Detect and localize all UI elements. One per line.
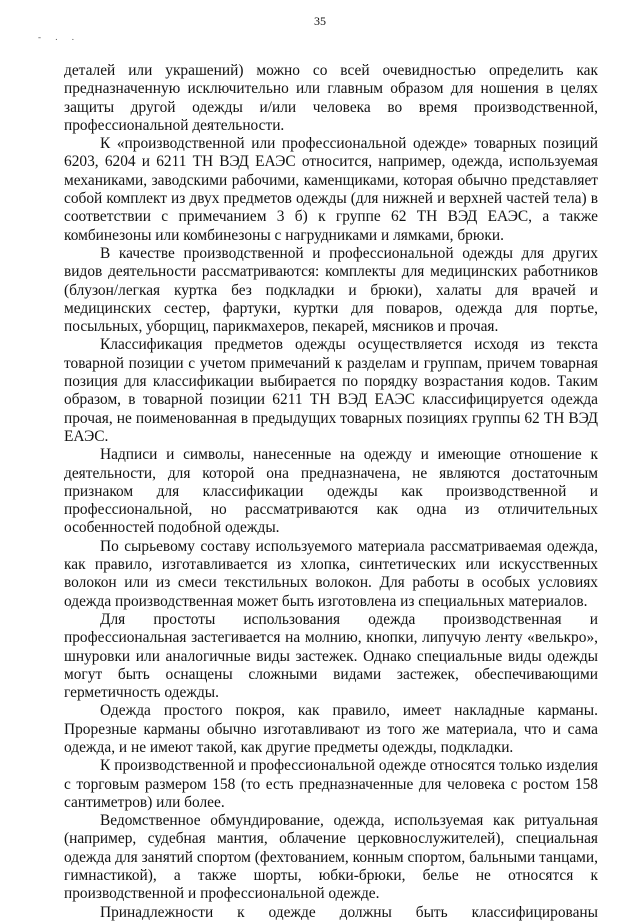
document-body xyxy=(64,62,598,922)
paragraph: деталей или украшений) можно со всей очевидностью определить как предназначенную исключительно или главным образом для ношения в целях защиты другой одежды и/или человека во время производственной, профессиональной деятельности. xyxy=(64,62,598,134)
paragraph: К производственной и профессиональной одежде относятся только изделия с торговым размером 158 (то есть предназначенные для человека с ростом 158 сантиметров) или более. xyxy=(64,757,598,811)
paragraph: К «производственной или профессиональной одежде» товарных позиций 6203, 6204 и 6211 ТН ВЭД ЕАЭС относится, например, одежда, используемая механиками, заводскими рабочими, каменщиками, которая обычно представляет собой комплект из двух предметов одежды (для нижней и верхней частей тела) в соответствии с примечанием 3 б) к группе 62 ТН ВЭД ЕАЭС, а также комбинезоны или комбинезоны с нагрудниками и лямками, брюки. xyxy=(64,135,598,244)
paragraph: Ведомственное обмундирование, одежда, используемая как ритуальная (например, судебная мантия, облачение церковнослужителей), специальная одежда для занятий спортом (фехтованием, конным спортом, бальными танцами, гимнастикой), а также шорты, юбки-брюки, белье не относятся к производственной и профессиональной одежде. xyxy=(64,812,598,903)
paragraph-last: Принадлежности к одежде должны быть классифицированы xyxy=(100,903,598,921)
paragraph: По сырьевому составу используемого материала рассматриваемая одежда, как правило, изготавливается из хлопка, синтетических или искусственных волокон или из смеси текстильных волокон. Для работы в особых условиях одежда производственная может быть изготовлена из специальных материалов. xyxy=(64,537,598,610)
paragraph: В качестве производственной и профессиональной одежды для других видов деятельности рассматриваются: комплекты для медицинских работников (блузон/легкая куртка без подкладки и брюки), халаты для врачей и медицинских сестер, фартуки, куртки для поваров, одежда для портье, посыльных, уборщиц, парикмахеров, пекарей, мясников и прочая. xyxy=(64,244,598,336)
paragraph: Для простоты использования одежда производственная и профессиональная застегивается на молнию, кнопки, липучую ленту «велькро», шнуровки или аналогичные виды застежек. Однако специальные виды одежды могут быть оснащены сложными видами застежек, обеспечивающими герметичность одежды. xyxy=(64,610,598,702)
paragraph: Классификация предметов одежды осуществляется исходя из текста товарной позиции с учетом примечаний к разделам и группам, причем товарная позиция для классификации выбирается по порядку возрастания кодов. Таким образом, в товарной позиции 6211 ТН ВЭД ЕАЭС классифицируется одежда прочая, не поименованная в предыдущих товарных позициях группы 62 ТН ВЭД ЕАЭС. xyxy=(64,336,598,445)
paragraph: Надписи и символы, нанесенные на одежду и имеющие отношение к деятельности, для которой она предназначена, не являются достаточным признаком для классификации одежды как производственной и профессиональной, но рассматриваются как одна из отличительных особенностей подобной одежды. xyxy=(64,446,598,537)
paragraph: Одежда простого покроя, как правило, имеет накладные карманы. Прорезные карманы обычно изготавливают из того же материала, что и сама одежда, и не имеют такой, как другие предметы одежды, подкладки. xyxy=(64,702,598,756)
scan-marks: - . . xyxy=(38,32,80,42)
page-number: 35 xyxy=(314,14,326,28)
